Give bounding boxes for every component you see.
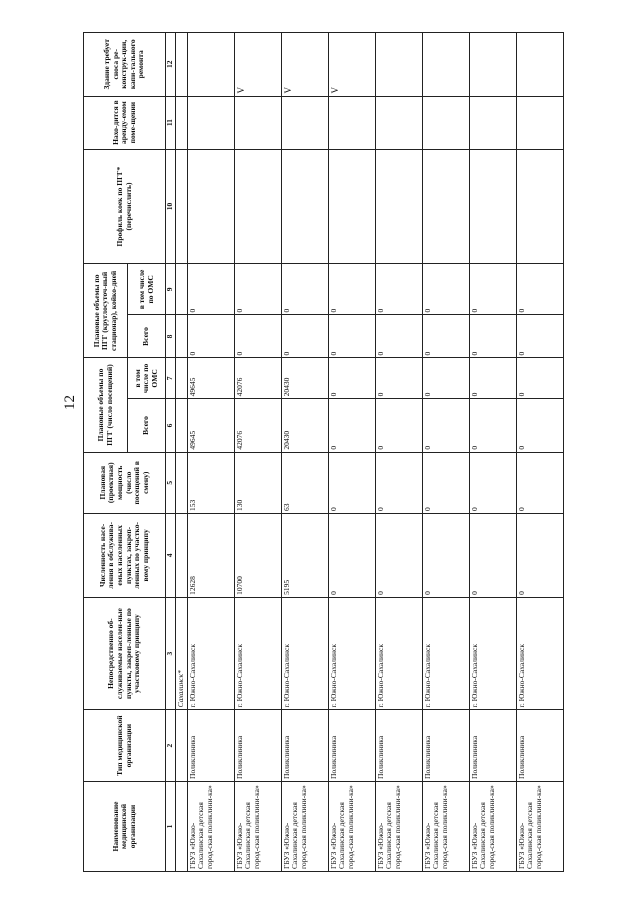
cell-beds-oms: 0 — [328, 264, 375, 315]
cell-vis-oms: 0 — [375, 358, 422, 399]
cell-beds-oms: 0 — [375, 264, 422, 315]
cell-type: Поликлиника — [469, 710, 516, 782]
cell-beds: 0 — [422, 315, 469, 358]
cell-lease — [422, 96, 469, 149]
cell-vis: 0 — [469, 399, 516, 452]
cell-place: г. Южно-Сахалинск — [234, 597, 281, 710]
cell-lease — [375, 96, 422, 149]
table-row — [375, 33, 422, 872]
cell-vis-oms: 0 — [516, 358, 563, 399]
cell-pop: 0 — [516, 513, 563, 597]
cell-name: ГБУЗ «Южно-Сахалинская детская город-ская поликлини-ка» — [375, 781, 422, 871]
cell-place: г. Южно-Сахалинск — [187, 597, 234, 710]
header-org-name: Наименование медицинской организации — [84, 781, 166, 871]
table-row — [328, 33, 375, 872]
cell-lease — [281, 96, 328, 149]
cell-beds: 0 — [469, 315, 516, 358]
cell-type: Поликлиника — [187, 710, 234, 782]
header-capacity: Плановая (проектная) мощность (число посещений в смену) — [84, 452, 166, 513]
cell-pop: 0 — [422, 513, 469, 597]
table-row — [234, 33, 281, 872]
cell-vis: 0 — [328, 399, 375, 452]
cell-beds-oms: 0 — [281, 264, 328, 315]
cell-lease — [469, 96, 516, 149]
col-number: 8 — [166, 315, 176, 358]
header-org-type: Тип медицинской организации — [84, 710, 166, 782]
table-row — [187, 33, 234, 872]
cell-type: Поликлиника — [328, 710, 375, 782]
cell-vis-oms: 0 — [469, 358, 516, 399]
cell-name: ГБУЗ «Южно-Сахалинская детская город-ская поликлини-ка» — [187, 781, 234, 871]
header-bed-profile: Профиль коек по ПГГ* (перечислить) — [84, 149, 166, 264]
cell-profile — [281, 149, 328, 264]
header-planned-bed-days: Плановые объемы по ПГГ (круглосуточ-ный стационар), койко-дней — [84, 264, 128, 358]
col-number: 11 — [166, 96, 176, 149]
cell-cap: 153 — [187, 452, 234, 513]
cell-pop: 0 — [469, 513, 516, 597]
cell-pop: 0 — [328, 513, 375, 597]
header-beds-total: Всего — [128, 315, 166, 358]
cell-vis-oms: 42076 — [234, 358, 281, 399]
cell-beds-oms: 0 — [422, 264, 469, 315]
page-number: 12 — [62, 395, 78, 410]
cell-repair — [422, 33, 469, 97]
subheader-city: Сахалинск* — [176, 597, 188, 710]
cell-repair — [516, 33, 563, 97]
cell-vis: 0 — [375, 399, 422, 452]
medical-organizations-table — [83, 32, 564, 872]
cell-cap: 0 — [469, 452, 516, 513]
cell-cap: 130 — [234, 452, 281, 513]
cell-vis: 0 — [422, 399, 469, 452]
rotated-table-container — [83, 32, 593, 872]
cell-type: Поликлиника — [422, 710, 469, 782]
col-number: 7 — [166, 358, 176, 399]
table-row — [469, 33, 516, 872]
cell-name: ГБУЗ «Южно-Сахалинская детская город-ская поликлини-ка» — [469, 781, 516, 871]
header-visits-total: Всего — [128, 399, 166, 452]
cell-vis-oms: 49645 — [187, 358, 234, 399]
cell-lease — [187, 96, 234, 149]
cell-repair: V — [328, 33, 375, 97]
cell-beds: 0 — [187, 315, 234, 358]
cell-profile — [234, 149, 281, 264]
col-number: 12 — [166, 33, 176, 97]
cell-vis: 0 — [516, 399, 563, 452]
cell-vis-oms: 0 — [328, 358, 375, 399]
col-number: 5 — [166, 452, 176, 513]
cell-place: г. Южно-Сахалинск — [516, 597, 563, 710]
cell-profile — [328, 149, 375, 264]
cell-name: ГБУЗ «Южно-Сахалинская детская город-ская поликлини-ка» — [422, 781, 469, 871]
cell-place: г. Южно-Сахалинск — [328, 597, 375, 710]
cell-place: г. Южно-Сахалинск — [422, 597, 469, 710]
cell-place: г. Южно-Сахалинск — [469, 597, 516, 710]
header-planned-visits: Плановые объемы по ПГГ (число посещений) — [84, 358, 128, 452]
cell-vis: 49645 — [187, 399, 234, 452]
col-number: 2 — [166, 710, 176, 782]
cell-beds: 0 — [234, 315, 281, 358]
cell-pop: 10700 — [234, 513, 281, 597]
cell-beds: 0 — [328, 315, 375, 358]
cell-beds: 0 — [281, 315, 328, 358]
cell-pop: 5195 — [281, 513, 328, 597]
cell-cap: 0 — [375, 452, 422, 513]
cell-repair: V — [234, 33, 281, 97]
cell-vis-oms: 20430 — [281, 358, 328, 399]
cell-vis: 20430 — [281, 399, 328, 452]
col-number: 6 — [166, 399, 176, 452]
cell-repair: V — [281, 33, 328, 97]
cell-name: ГБУЗ «Южно-Сахалинская детская город-ская поликлини-ка» — [234, 781, 281, 871]
cell-profile — [187, 149, 234, 264]
cell-name: ГБУЗ «Южно-Сахалинская детская город-ская поликлини-ка» — [328, 781, 375, 871]
col-number: 4 — [166, 513, 176, 597]
table-row — [516, 33, 563, 872]
cell-beds: 0 — [375, 315, 422, 358]
header-population: Численность насе-ления в обслужива-емых населенных пунктах, закреп-ленных по участко-вому принципу — [84, 513, 166, 597]
header-leased: Нахо-дится в аренду-емом поме-щении — [84, 96, 166, 149]
cell-pop: 12628 — [187, 513, 234, 597]
cell-repair — [187, 33, 234, 97]
cell-lease — [328, 96, 375, 149]
header-repair: Здание требует сноса ре-конструк-ции, капи-тального ремонта — [84, 33, 166, 97]
header-settlements: Непосредственно об-служиваемые населен-ные пункты, закреп-ленные по участковому принципу — [84, 597, 166, 710]
cell-repair — [469, 33, 516, 97]
col-number: 1 — [166, 781, 176, 871]
table-row — [422, 33, 469, 872]
cell-beds-oms: 0 — [516, 264, 563, 315]
table-row — [281, 33, 328, 872]
col-number: 9 — [166, 264, 176, 315]
header-visits-oms: в том числе по ОМС — [128, 358, 166, 399]
cell-profile — [422, 149, 469, 264]
col-number: 3 — [166, 597, 176, 710]
cell-vis: 42076 — [234, 399, 281, 452]
cell-profile — [469, 149, 516, 264]
cell-lease — [234, 96, 281, 149]
cell-cap: 0 — [516, 452, 563, 513]
cell-beds: 0 — [516, 315, 563, 358]
cell-profile — [375, 149, 422, 264]
cell-beds-oms: 0 — [469, 264, 516, 315]
cell-pop: 0 — [375, 513, 422, 597]
cell-cap: 0 — [328, 452, 375, 513]
cell-name: ГБУЗ «Южно-Сахалинская детская город-ская поликлини-ка» — [516, 781, 563, 871]
cell-beds-oms: 0 — [187, 264, 234, 315]
cell-place: г. Южно-Сахалинск — [375, 597, 422, 710]
header-beds-oms: в том числе по ОМС — [128, 264, 166, 315]
cell-cap: 63 — [281, 452, 328, 513]
cell-name: ГБУЗ «Южно-Сахалинская детская город-ская поликлини-ка» — [281, 781, 328, 871]
cell-repair — [375, 33, 422, 97]
col-number: 10 — [166, 149, 176, 264]
cell-vis-oms: 0 — [422, 358, 469, 399]
cell-cap: 0 — [422, 452, 469, 513]
cell-type: Поликлиника — [516, 710, 563, 782]
cell-profile — [516, 149, 563, 264]
cell-lease — [516, 96, 563, 149]
cell-beds-oms: 0 — [234, 264, 281, 315]
cell-type: Поликлиника — [234, 710, 281, 782]
cell-type: Поликлиника — [281, 710, 328, 782]
cell-type: Поликлиника — [375, 710, 422, 782]
cell-place: г. Южно-Сахалинск — [281, 597, 328, 710]
